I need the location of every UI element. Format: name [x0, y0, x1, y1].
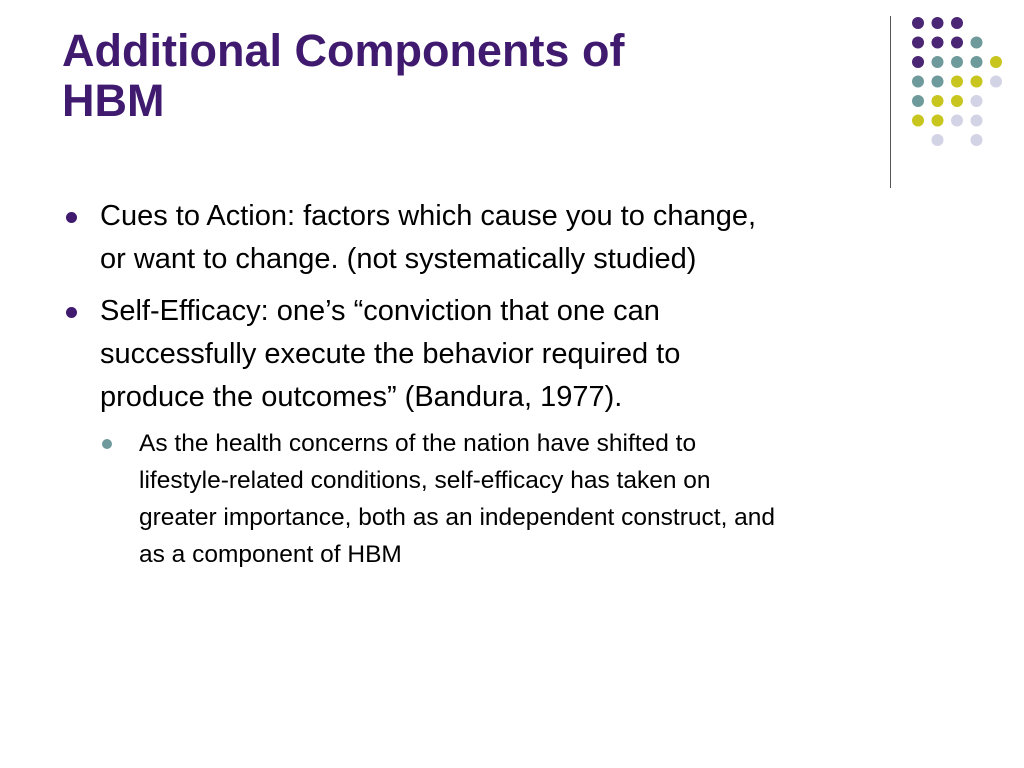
decorative-dot-teal — [932, 76, 944, 88]
decorative-dot-yellow — [990, 56, 1002, 68]
decorative-dot-yellow — [951, 95, 963, 107]
sub-bullet-dot-icon — [102, 439, 112, 449]
slide-body — [62, 195, 962, 573]
decorative-dot-lavender — [971, 115, 983, 127]
sub-bullet-text-line: greater importance, both as an independent construct, and — [139, 504, 776, 531]
decorative-dot-yellow — [971, 76, 983, 88]
slide-title-line-2: HBM — [62, 75, 165, 126]
decorative-dot-teal — [912, 95, 924, 107]
sub-bullet-item-health-concerns — [100, 425, 962, 573]
decorative-dot-purple — [912, 37, 924, 49]
bullet-text-line: successfully execute the behavior required to — [100, 338, 681, 370]
slide-title-line-1: Additional Components of — [62, 25, 625, 76]
decorative-dot-teal — [932, 56, 944, 68]
decorative-dot-purple — [912, 56, 924, 68]
decorative-dot-yellow — [951, 76, 963, 88]
decorative-dot-lavender — [971, 134, 983, 146]
bullet-text-line: or want to change. (not systematically studied) — [100, 243, 697, 275]
decorative-dot-teal — [951, 56, 963, 68]
sub-bullet-text-line: lifestyle-related conditions, self-efficacy has taken on — [139, 467, 711, 494]
decorative-dot-teal — [912, 76, 924, 88]
bullet-item-self-efficacy — [62, 290, 962, 419]
decorative-dot-grid — [0, 0, 1024, 200]
decorative-dot-purple — [932, 17, 944, 29]
decorative-dot-yellow — [932, 115, 944, 127]
decorative-dot-lavender — [951, 115, 963, 127]
decorative-dot-lavender — [971, 95, 983, 107]
bullet-dot-icon — [66, 307, 77, 318]
sub-bullet-text-line: As the health concerns of the nation have shifted to — [139, 430, 697, 457]
bullet-text-line: produce the outcomes” (Bandura, 1977). — [100, 381, 623, 413]
decorative-dot-lavender — [990, 76, 1002, 88]
decorative-dot-yellow — [912, 115, 924, 127]
decorative-dot-purple — [951, 17, 963, 29]
bullet-dot-icon — [66, 212, 77, 223]
decorative-dot-purple — [951, 37, 963, 49]
decorative-dot-lavender — [932, 134, 944, 146]
decorative-dot-purple — [932, 37, 944, 49]
decorative-dot-teal — [971, 56, 983, 68]
bullet-item-cues-to-action — [62, 195, 962, 281]
bullet-text-line: Self-Efficacy: one’s “conviction that one can — [100, 295, 660, 327]
decorative-dot-yellow — [932, 95, 944, 107]
bullet-text-line: Cues to Action: factors which cause you to change, — [100, 200, 757, 232]
decorative-dot-teal — [971, 37, 983, 49]
sub-bullet-text-line: as a component of HBM — [139, 541, 402, 568]
decorative-dot-purple — [912, 17, 924, 29]
